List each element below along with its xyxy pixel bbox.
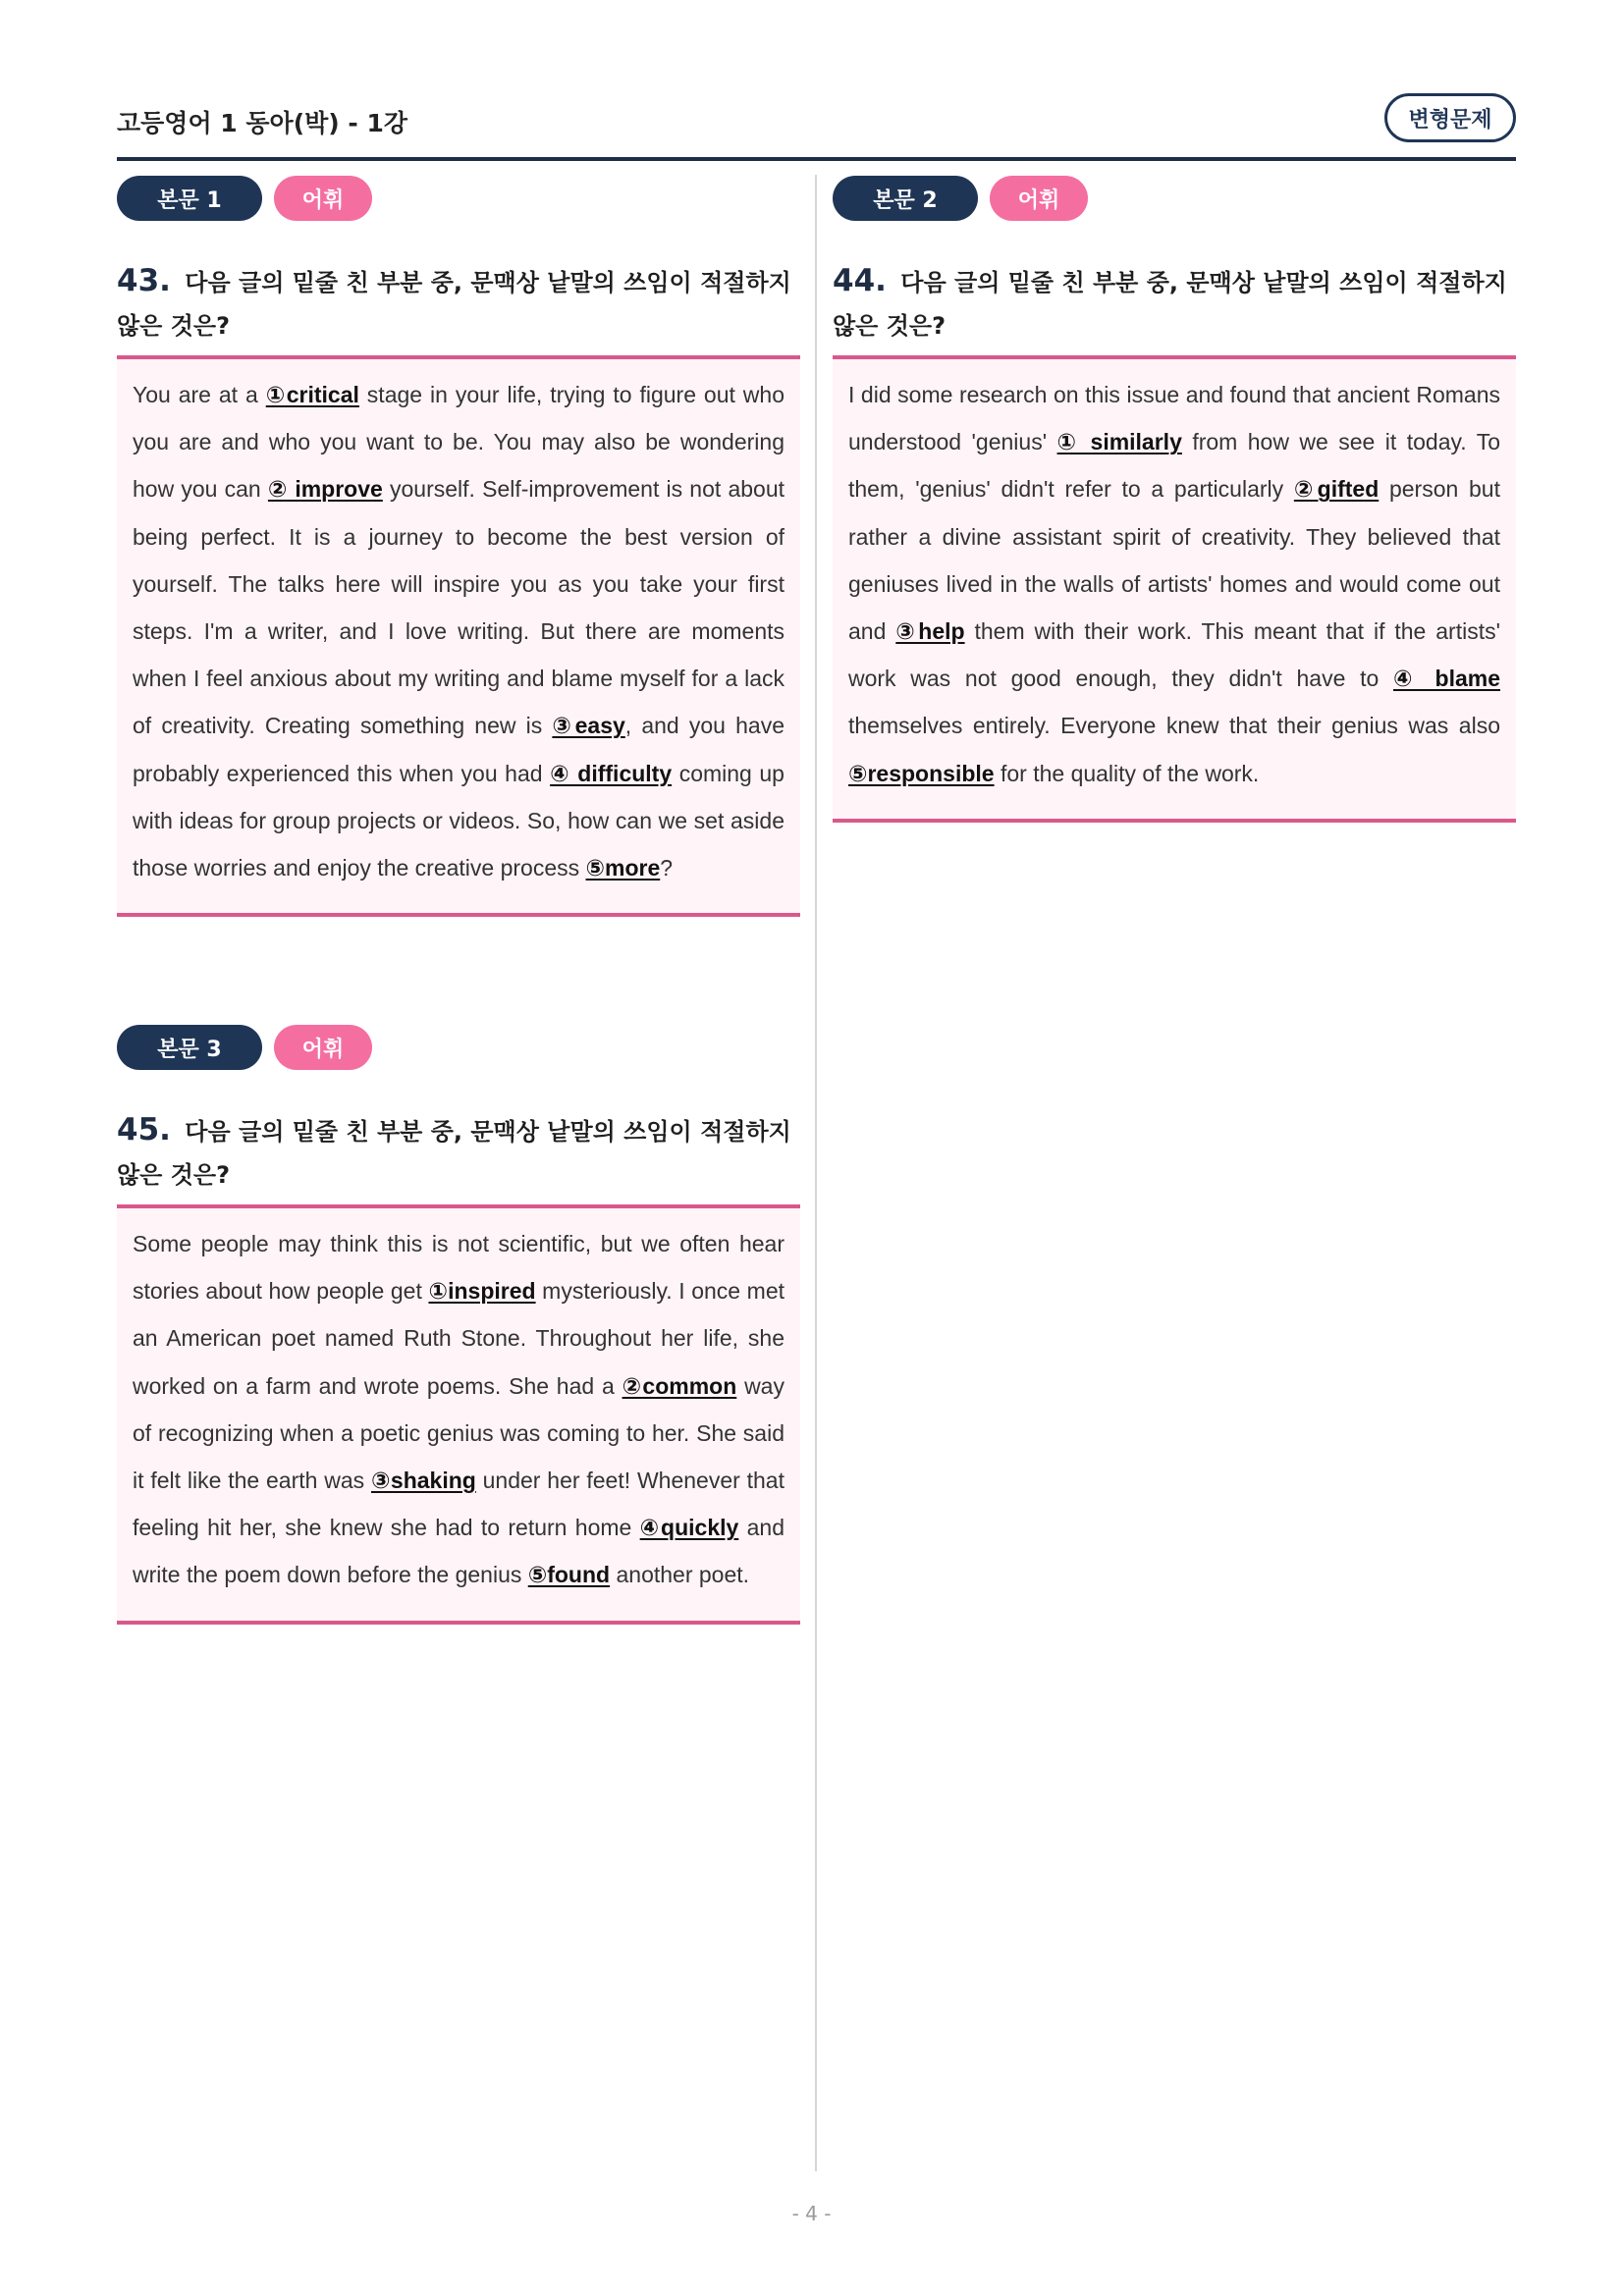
- answer-choice: ④ difficulty: [550, 760, 673, 786]
- section-tags: [117, 1024, 800, 1071]
- page-number: - 4 -: [791, 2202, 832, 2225]
- answer-choice: ①inspired: [428, 1278, 536, 1305]
- answer-choice: ②gifted: [1293, 476, 1380, 503]
- passage-text: [117, 359, 800, 917]
- passage-segment: and write the poem down before the genius: [133, 1515, 784, 1588]
- answer-choice: ②common: [622, 1372, 737, 1399]
- question-text: 다음 글의 밑줄 친 부분 중, 문맥상 낱말의 쓰임이 적절하지 않은 것은?: [117, 1118, 791, 1189]
- passage-segment: coming up with ideas for group projects or videos. So, how can we set aside those worries and enjoy the creative process: [133, 760, 784, 881]
- section-tags: [117, 175, 800, 222]
- vocab-tag: 어휘: [990, 176, 1088, 221]
- passage-segment: stage in your life, trying to figure out who you are and who you want to be. You may also be wondering how you can: [133, 382, 784, 503]
- question-text: 다음 글의 밑줄 친 부분 중, 문맥상 낱말의 쓰임이 적절하지 않은 것은?: [117, 269, 791, 340]
- section-2: [833, 175, 1516, 823]
- passage-segment: I did some research on this issue and found that ancient Romans understood 'genius': [848, 382, 1500, 455]
- answer-choice: ③easy: [552, 713, 625, 739]
- passage-segment: You are at a: [133, 382, 266, 407]
- answer-choice: ④quickly: [639, 1515, 739, 1541]
- answer-choice: ①critical: [265, 382, 359, 407]
- passage-text: [833, 359, 1516, 823]
- vocab-tag: 어휘: [274, 176, 372, 221]
- answer-choice: ① similarly: [1056, 429, 1182, 455]
- answer-choice: ⑤responsible: [848, 760, 995, 786]
- passage-segment: for the quality of the work.: [994, 760, 1260, 786]
- passage-segment: from how we see it today. To them, 'genius' didn't refer to a particularly: [848, 429, 1501, 503]
- question-number: 44.: [833, 263, 887, 298]
- question-43: [117, 259, 800, 359]
- passage-segment: way of recognizing when a poetic genius was coming to her. She said it felt like the earth was: [133, 1372, 784, 1494]
- answer-choice: ⑤more: [585, 855, 661, 881]
- answer-choice: ④ blame: [1393, 666, 1500, 692]
- variant-badge: 변형문제: [1384, 93, 1516, 142]
- passage-segment: themselves entirely. Everyone knew that their genius was also: [848, 713, 1500, 739]
- question-44: [833, 259, 1516, 359]
- question-number: 43.: [117, 263, 171, 298]
- passage-tag: 본문 1: [117, 176, 262, 221]
- passage-segment: another poet.: [610, 1562, 750, 1588]
- section-1: [117, 175, 800, 917]
- answer-choice: ③help: [895, 618, 965, 645]
- passage-segment: , and you have probably experienced this when you had: [133, 713, 784, 786]
- vocab-tag: 어휘: [274, 1025, 372, 1070]
- column-divider: [815, 175, 817, 2171]
- passage-segment: mysteriously. I once met an American poet named Ruth Stone. Throughout her life, she worked on a farm and wrote poems. She had a: [133, 1278, 785, 1399]
- answer-choice: ② improve: [267, 476, 383, 503]
- passage-segment: yourself. Self-improvement is not about being perfect. It is a journey to become the best version of yourself. The talks here will inspire you as you take your first steps. I'm a writer, and I love writing. But there are moments when I feel anxious about my writing and blame myself for a lack of creativity. Creating something new is: [133, 476, 785, 739]
- question-text: 다음 글의 밑줄 친 부분 중, 문맥상 낱말의 쓰임이 적절하지 않은 것은?: [833, 269, 1507, 340]
- passage-text: [117, 1208, 800, 1625]
- question-45: [117, 1108, 800, 1208]
- answer-choice: ⑤found: [527, 1562, 611, 1588]
- passage-tag: 본문 2: [833, 176, 978, 221]
- page-title: 고등영어 1 동아(박) - 1강: [117, 109, 408, 137]
- passage-tag: 본문 3: [117, 1025, 262, 1070]
- page-header: [117, 90, 1516, 161]
- question-number: 45.: [117, 1112, 171, 1148]
- section-3: [117, 1024, 800, 1625]
- answer-choice: ③shaking: [370, 1468, 476, 1494]
- passage-segment: person but rather a divine assistant spirit of creativity. They believed that geniuses lived in the walls of artists' homes and would come out and: [848, 476, 1500, 645]
- passage-segment: them with their work. This meant that if the artists' work was not good enough, they didn't have to: [848, 618, 1500, 692]
- passage-segment: ?: [660, 855, 674, 881]
- section-tags: [833, 175, 1516, 222]
- passage-segment: under her feet! Whenever that feeling hit her, she knew she had to return home: [133, 1468, 784, 1541]
- passage-segment: Some people may think this is not scientific, but we often hear stories about how people get: [133, 1231, 784, 1305]
